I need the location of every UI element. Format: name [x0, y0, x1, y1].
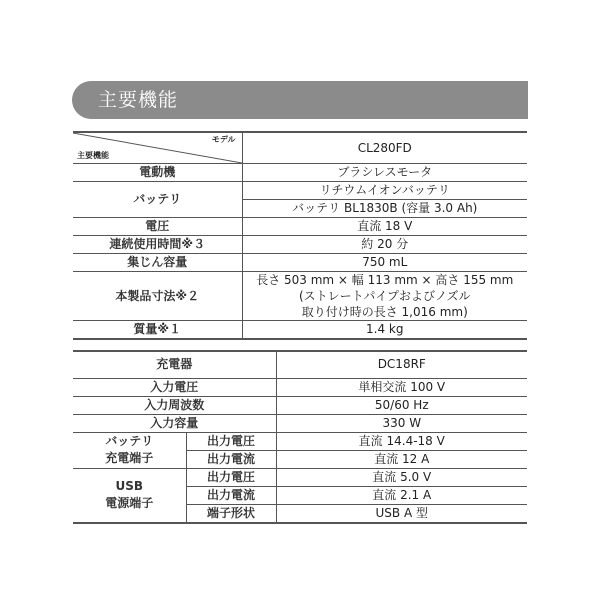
usb-output-voltage-value: 直流 5.0 V: [276, 468, 527, 486]
battery-label: バッテリ: [73, 182, 242, 218]
input-frequency-label: 入力周波数: [73, 396, 276, 414]
spec-table: [73, 131, 527, 340]
usb-terminal-label-line: 電源端子: [105, 496, 154, 510]
bt-output-current-label: 出力電流: [186, 450, 276, 468]
battery-model: バッテリ BL1830B (容量 3.0 Ah): [242, 200, 527, 218]
usb-output-current-value: 直流 2.1 A: [276, 486, 527, 504]
voltage-value: 直流 18 V: [242, 218, 527, 236]
corner-model-label: モデル: [211, 135, 236, 144]
dimensions-line: (ストレートパイプおよびノズル: [298, 289, 471, 303]
section-header: [72, 81, 528, 119]
input-capacity-value: 330 W: [276, 414, 527, 432]
usb-terminal-label: [73, 468, 186, 523]
input-voltage-label: 入力電圧: [73, 378, 276, 396]
dimensions-line: 長さ 503 mm × 幅 113 mm × 高さ 155 mm: [256, 273, 514, 287]
battery-terminal-label: [73, 432, 186, 468]
runtime-label: 連続使用時間※３: [73, 236, 242, 254]
charger-table: [73, 350, 527, 524]
mass-label: 質量※１: [73, 321, 242, 340]
usb-output-voltage-label: 出力電圧: [186, 468, 276, 486]
input-voltage-value: 単相交流 100 V: [276, 378, 527, 396]
corner-function-label: 主要機能: [77, 151, 109, 160]
capacity-value: 750 mL: [242, 254, 527, 272]
dimensions-label: 本製品寸法※２: [73, 272, 242, 321]
motor-value: ブラシレスモータ: [242, 164, 527, 182]
battery-terminal-label-line: バッテリ: [105, 434, 154, 448]
dimensions-value: [242, 272, 527, 321]
input-frequency-value: 50/60 Hz: [276, 396, 527, 414]
bt-output-voltage-value: 直流 14.4-18 V: [276, 432, 527, 450]
charger-model: DC18RF: [276, 351, 527, 378]
battery-type: リチウムイオンバッテリ: [242, 182, 527, 200]
voltage-label: 電圧: [73, 218, 242, 236]
dimensions-line: 取り付け時の長さ 1,016 mm): [301, 305, 468, 319]
usb-terminal-shape-value: USB A 型: [276, 504, 527, 523]
motor-label: 電動機: [73, 164, 242, 182]
usb-terminal-shape-label: 端子形状: [186, 504, 276, 523]
model-name: CL280FD: [242, 132, 527, 164]
usb-output-current-label: 出力電流: [186, 486, 276, 504]
table-corner-cell: [73, 132, 242, 164]
runtime-value: 約 20 分: [242, 236, 527, 254]
capacity-label: 集じん容量: [73, 254, 242, 272]
charger-label: 充電器: [73, 351, 276, 378]
bt-output-current-value: 直流 12 A: [276, 450, 527, 468]
battery-terminal-label-line: 充電端子: [105, 451, 154, 465]
usb-terminal-label-line: USB: [115, 479, 144, 493]
bt-output-voltage-label: 出力電圧: [186, 432, 276, 450]
input-capacity-label: 入力容量: [73, 414, 276, 432]
mass-value: 1.4 kg: [242, 321, 527, 340]
section-title: 主要機能: [98, 89, 179, 111]
